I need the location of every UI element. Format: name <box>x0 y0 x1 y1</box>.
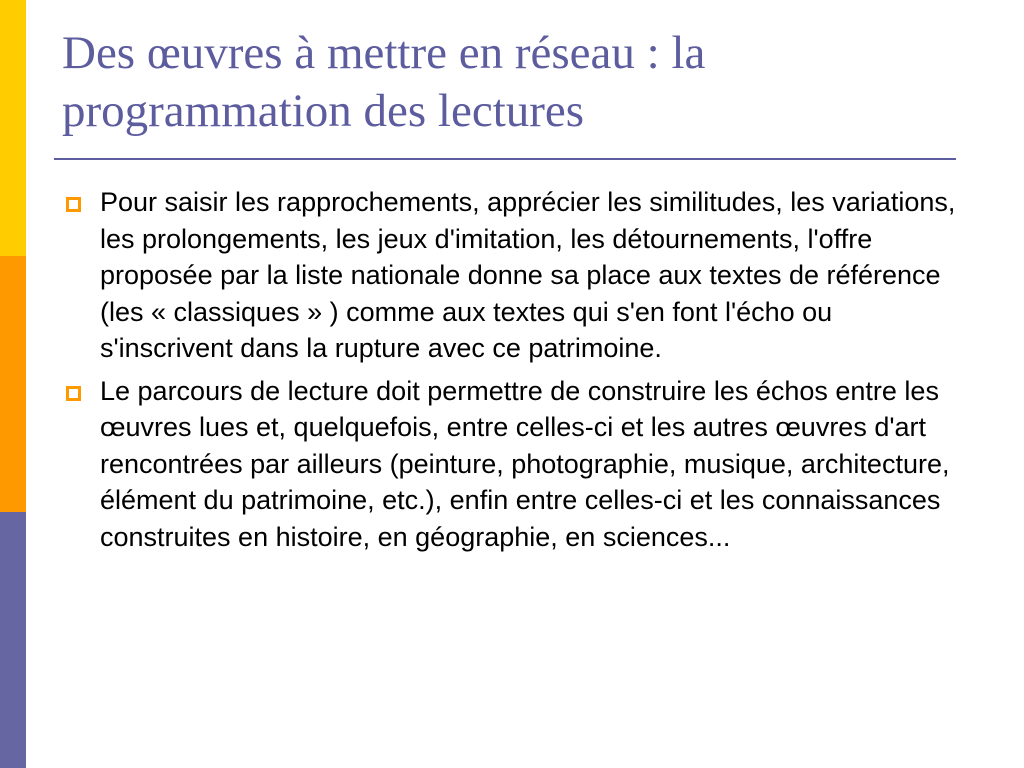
bullet-item <box>66 373 966 556</box>
hollow-square-bullet-icon <box>66 197 81 212</box>
bullet-list <box>66 184 966 561</box>
side-stripe-orange <box>0 256 26 512</box>
bullet-text: Pour saisir les rapprochements, apprécier les similitudes, les variations, les prolongements, les jeux d'imitation, les détournements, l'offre proposée par la liste nationale donne sa place aux textes de référence (les « classiques » ) comme aux textes qui s'en font l'écho ou s'inscrivent dans la rupture avec ce patrimoine. <box>100 187 956 363</box>
title-underline <box>54 158 956 160</box>
hollow-square-bullet-icon <box>66 386 81 401</box>
side-stripe-yellow <box>0 0 26 256</box>
slide-title: Des œuvres à mettre en réseau : la programmation des lectures <box>62 27 706 137</box>
bullet-text: Le parcours de lecture doit permettre de construire les échos entre les œuvres lues et, quelquefois, entre celles-ci et les autres œuvres d'art rencontrées par ailleurs (peinture, photographie, musique, architecture, élément du patrimoine, etc.), enfin entre celles-ci et les connaissances construites en histoire, en géographie, en sciences... <box>100 375 950 552</box>
bullet-item <box>66 184 966 367</box>
side-stripe-purple <box>0 512 26 768</box>
